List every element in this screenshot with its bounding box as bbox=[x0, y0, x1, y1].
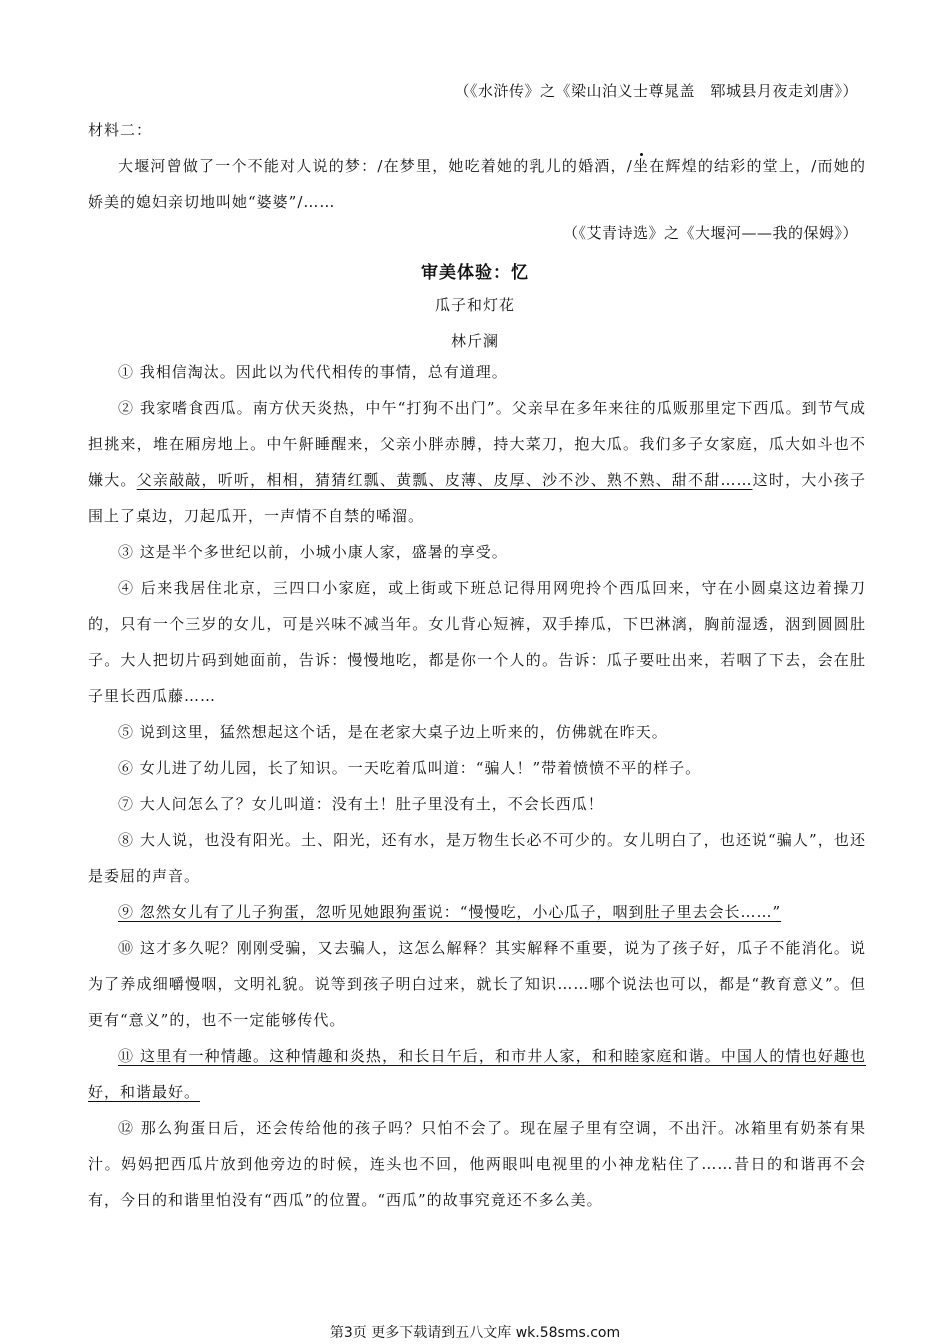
emphasis-dot-char: 坐 bbox=[632, 157, 650, 175]
paragraph-10: ⑩ 这才多久呢？刚刚受骗，又去骗人，这怎么解释？其实解释不重要，说为了孩子好，瓜子不能消化。说为了养成细嚼慢咽，文明礼貌。说等到孩子明白过来，就长了知识……哪个说法也可以，都是“教育意义”。但更有“意义”的，也不一定能够传代。 bbox=[88, 939, 866, 1029]
section-title: 审美体验：忆 bbox=[421, 263, 529, 283]
paragraph-9-underlined: ⑨ 忽然女儿有了儿子狗蛋，忽听见她跟狗蛋说：“慢慢吃，小心瓜子，咽到肚子里去会长……” bbox=[118, 903, 782, 921]
page-footer: 第3页 更多下载请到五八文库 wk.58sms.com bbox=[329, 1325, 621, 1341]
material-two-poem bbox=[88, 148, 866, 220]
paragraph-11-underlined: ⑪ 这里有一种情趣。这种情趣和炎热，和长日午后，和市井人家，和和睦家庭和谐。中国人的情也好趣也好，和谐最好。 bbox=[88, 1047, 866, 1101]
paragraph-2-underlined: 父亲敲敲，听听，相相，猜猜红瓢、黄瓢、皮薄、皮厚、沙不沙、熟不熟、甜不甜…… bbox=[136, 471, 753, 489]
material-two bbox=[88, 112, 866, 220]
paragraph-5: ⑤ 说到这里，猛然想起这个话，是在老家大桌子边上听来的，仿佛就在昨天。 bbox=[118, 723, 668, 741]
material-two-label: 材料二： bbox=[88, 121, 153, 139]
paragraph-8: ⑧ 大人说，也没有阳光。土、阳光，还有水，是万物生长必不可少的。女儿明白了，也还说“骗人”，也还是委屈的声音。 bbox=[88, 831, 866, 885]
paragraph-2 bbox=[88, 390, 866, 534]
paragraph-4: ④ 后来我居住北京，三四口小家庭，或上街或下班总记得用网兜拎个西瓜回来，守在小圆桌这边着操刀的，只有一个三岁的女儿，可是兴味不减当年。女儿背心短裤，双手捧瓜，下巴淋漓，胸前湿透，洇到圆圆肚子。大人把切片码到她面前，告诉：慢慢地吃，都是你一个人的。告诉：瓜子要吐出来，若咽了下去，会在肚子里长西瓜藤…… bbox=[88, 579, 866, 705]
article-body bbox=[88, 354, 866, 1218]
paragraph-2-tail: 这时，大小孩子围上了桌边，刀起瓜开，一声情不自禁的唏溜。 bbox=[88, 471, 866, 525]
poem-text-a: 大堰河曾做了一个不能对人说的梦：/在梦里，她吃着她的乳儿的婚酒，/ bbox=[118, 157, 633, 175]
paragraph-12: ⑫ 那么狗蛋日后，还会传给他的孩子吗？只怕不会了。现在屋子里有空调，不出汗。冰箱里有奶茶有果汁。妈妈把西瓜片放到他旁边的时候，连头也不回，他两眼叫电视里的小神龙粘住了……昔日的和谐再不会有，今日的和谐里怕没有“西瓜”的位置。“西瓜”的故事究竟还不多么美。 bbox=[88, 1119, 866, 1209]
paragraph-7: ⑦ 大人问怎么了？女儿叫道：没有土！肚子里没有土，不会长西瓜！ bbox=[118, 795, 604, 813]
article-title: 瓜子和灯花 bbox=[434, 296, 515, 314]
article-author: 林斤澜 bbox=[450, 332, 499, 350]
paragraph-11 bbox=[88, 1038, 866, 1110]
paragraph-1: ① 我相信淘汰。因此以为代代相传的事情，总有道理。 bbox=[118, 363, 508, 381]
paragraph-2-text: ② 我家嗜食西瓜。南方伏天炎热，中午“打狗不出门”。父亲早在多年来往的瓜贩那里定下西瓜。到节气成担挑来，堆在厢房地上。中午鼾睡醒来，父亲小胖赤膊，持大菜刀，抱大瓜。我们多子女家庭，瓜大如斗也不嫌大。 bbox=[88, 399, 866, 489]
paragraph-9 bbox=[88, 894, 866, 930]
citation-shuihu: （《水浒传》之《梁山泊义士尊晁盖 郓城县月夜走刘唐》） bbox=[454, 82, 858, 100]
citation-aiqing: （《艾青诗选》之《大堰河——我的保姆》） bbox=[562, 224, 858, 242]
paragraph-6: ⑥ 女儿进了幼儿园，长了知识。一天吃着瓜叫道：“骗人！”带着愤愤不平的样子。 bbox=[118, 759, 702, 777]
paragraph-3: ③ 这是半个多世纪以前，小城小康人家，盛暑的享受。 bbox=[118, 543, 508, 561]
poem-text-b: 在辉煌的结彩的堂上，/而她的娇美的媳妇亲切地叫她“婆婆”/…… bbox=[88, 157, 866, 211]
